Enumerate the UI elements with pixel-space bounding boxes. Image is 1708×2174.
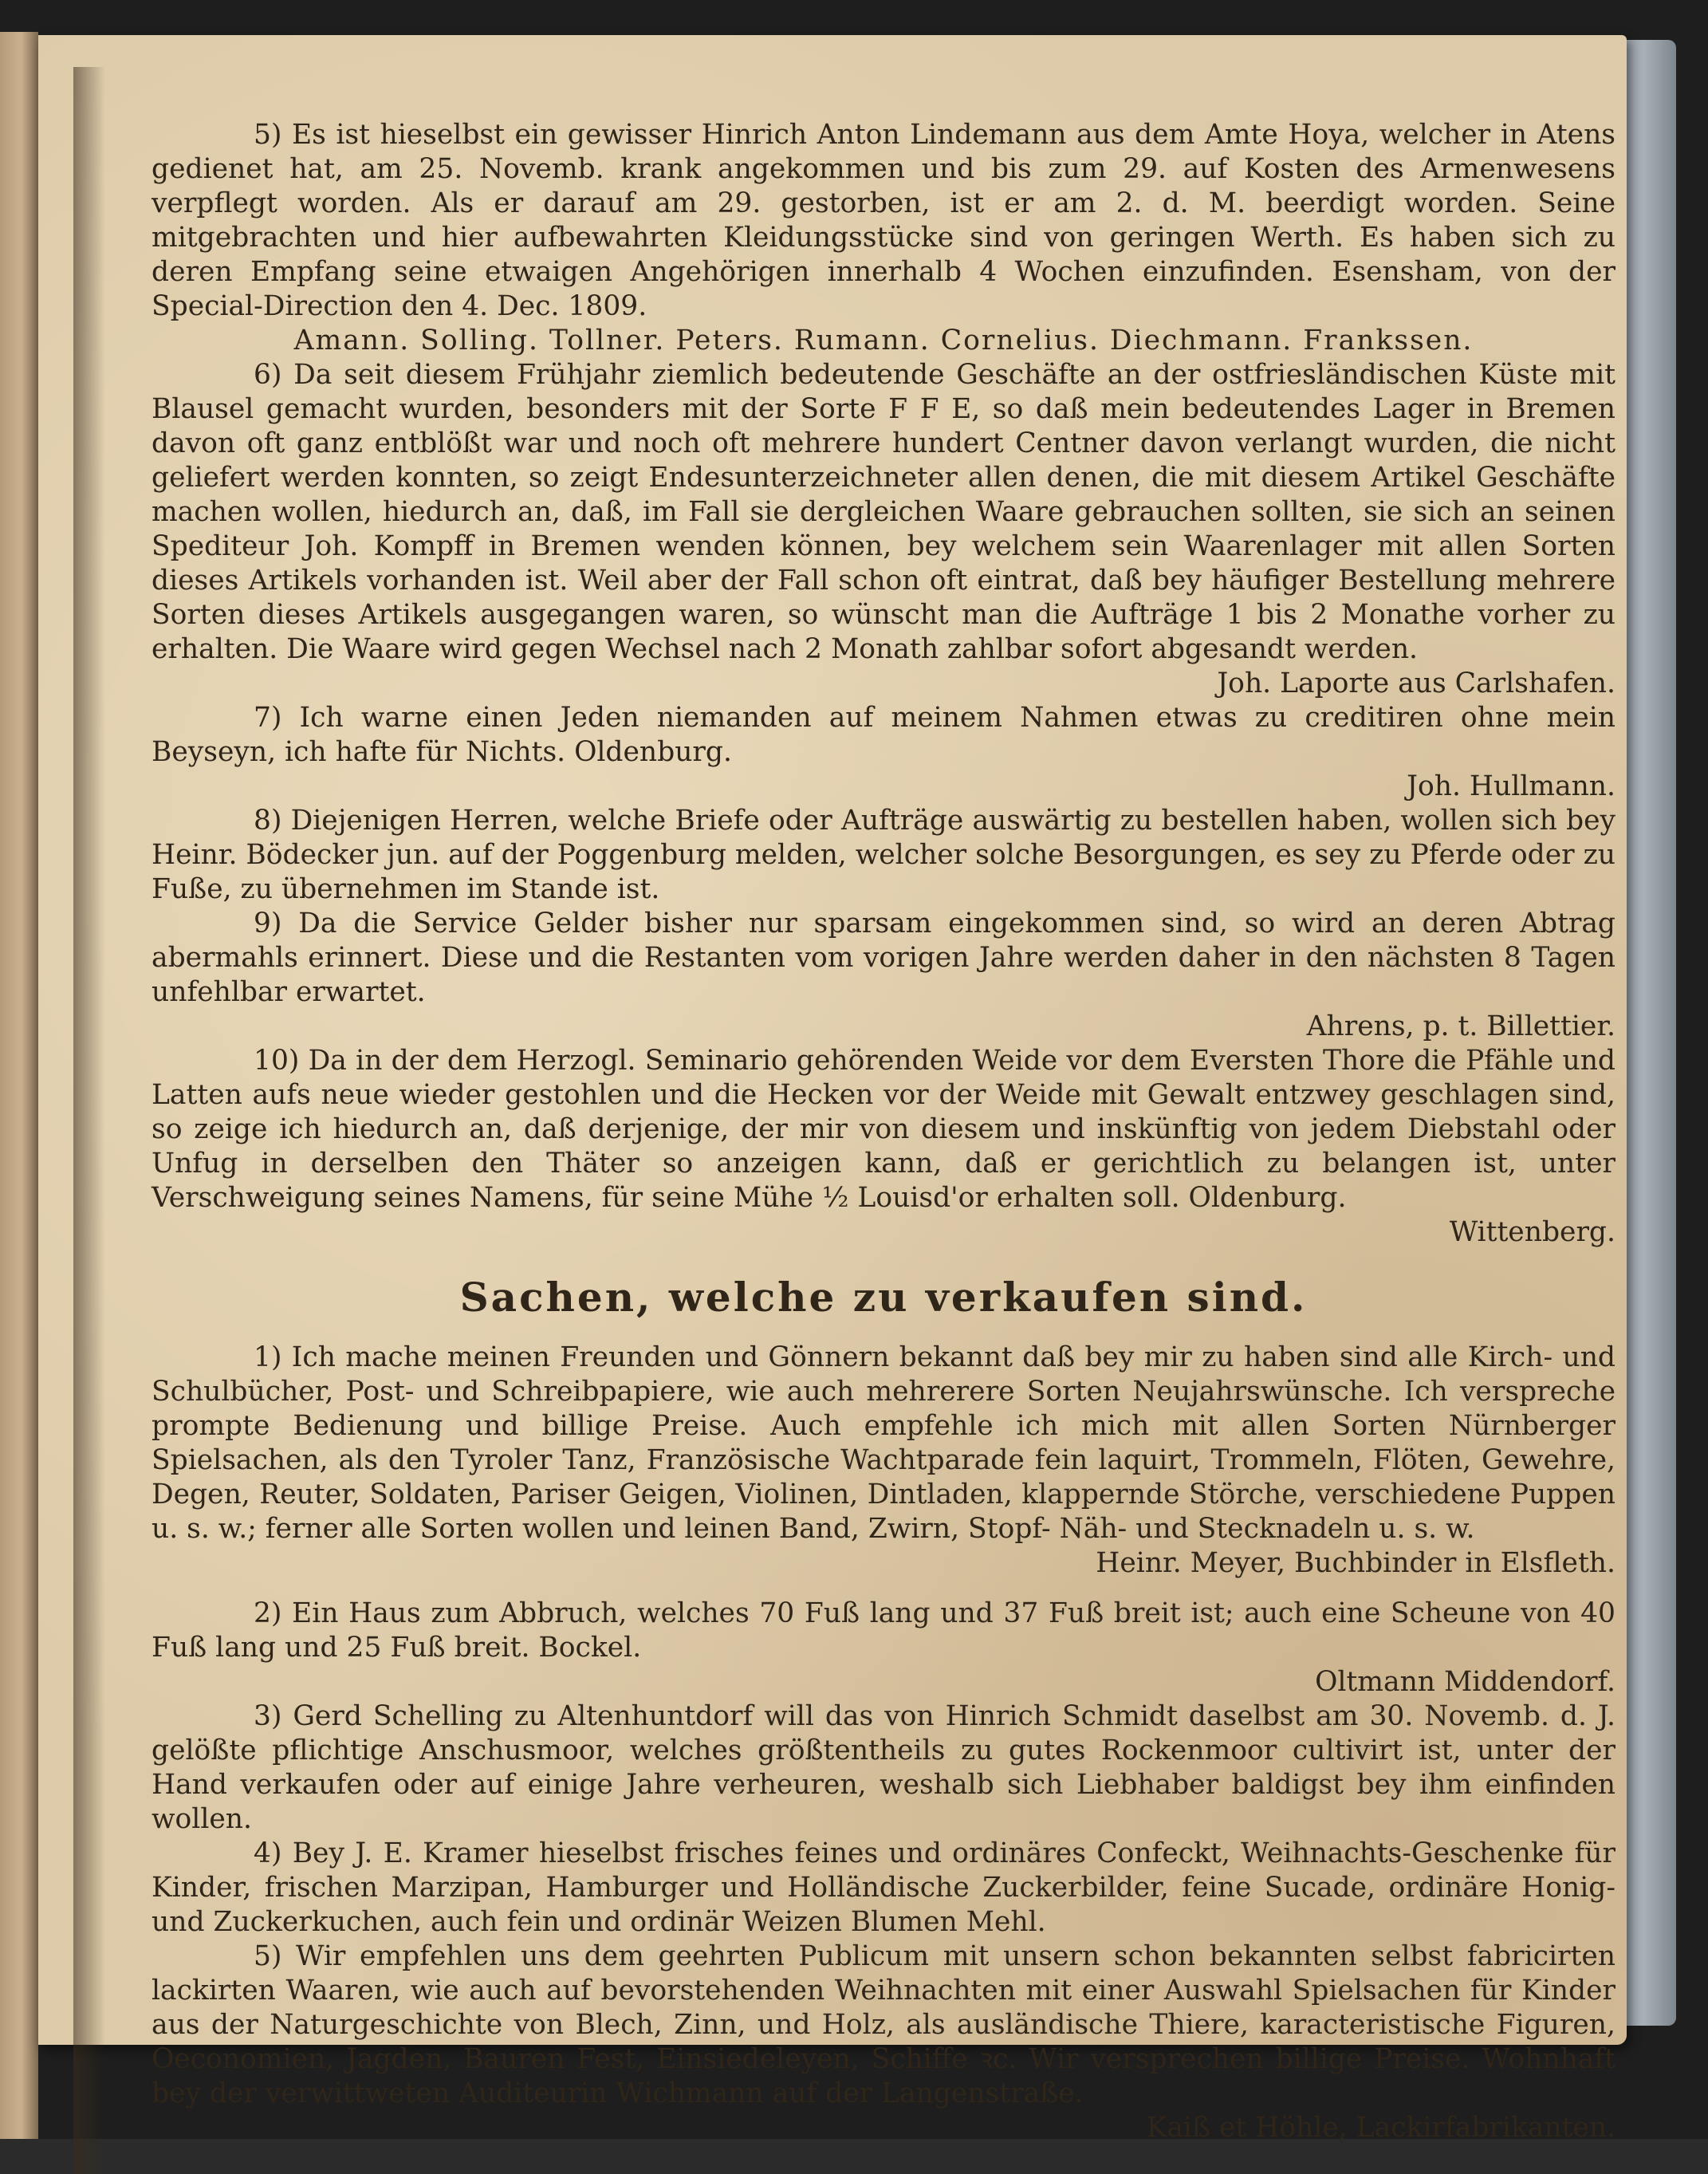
notice-text: 8) Diejenigen Herren, welche Briefe oder Aufträge auswärtig zu bestellen haben, wollen sich bey Heinr. Bödecker jun. auf der Poggenburg melden, welcher solche Besorgungen, es sey zu Pferde oder zu Fuße, zu übernehmen im Stande ist. [152,805,1616,905]
notice-text: 10) Da in der dem Herzogl. Seminario gehörenden Weide vor dem Eversten Thore die Pfähle und Latten aufs neue wieder gestohlen und die Hecken vor der Weide mit Gewalt entzwey geschlagen sind, so zeige ich hiedurch an, daß derjenige, der mir von diesem und inskünftig von jedem Diebstahl oder Unfug in derselben den Thäter so anzeigen kann, daß er gerichtlich zu belangen ist, unter Verschweigung seines Namens, für seine Mühe ½ Louisd'or erhalten soll. Oldenburg. [152,1045,1616,1214]
sale-text: 5) Wir empfehlen uns dem geehrten Publicum mit unsern schon bekannten selbst fabricirten lackirten Waaren, wie auch auf bevorstehenden Weihnachten mit einer Auswahl Spielsachen für Kinder aus der Naturgeschichte von Blech, Zinn, und Holz, als ausländische Thiere, karacteristische Figuren, Oeconomien, Jagden, Bauren Fest, Einsiedeleyen, Schiffe ꝛc. Wir versprechen billige Preise. Wohnhaft bey der verwittweten Auditeurin Wichmann auf der Langenstraße. [152,1940,1616,2109]
sale-text: 4) Bey J. E. Kramer hieselbst frisches feines und ordinäres Confeckt, Weihnachts-Geschenke für Kinder, frischen Marzipan, Hamburger und Holländische Zuckerbilder, feine Sucade, ordinäre Honig- und Zuckerkuchen, auch fein und ordinär Weizen Blumen Mehl. [152,1837,1616,1938]
notice-9-signature: Ahrens, p. t. Billettier. [1306,1010,1616,1042]
text-column [152,118,1616,2145]
section-heading: Sachen, welche zu verkaufen sind. [459,1274,1308,1321]
notice-7 [152,701,1616,804]
sale-item-5-signature: Kaiß et Höhle, Lackirfabrikanten. [1146,2112,1616,2144]
notice-10-signature: Wittenberg. [1449,1216,1616,1248]
notice-text: 9) Da die Service Gelder bisher nur sparsam eingekommen sind, so wird an deren Abtrag abermahls erinnert. Diese und die Restanten vom vorigen Jahre werden daher in den nächsten 8 Tagen unfehlbar erwartet. [152,908,1616,1008]
notice-9 [152,907,1616,1044]
sale-text: 2) Ein Haus zum Abbruch, welches 70 Fuß lang und 37 Fuß breit ist; auch eine Scheune von 40 Fuß lang und 25 Fuß breit. Bockel. [152,1597,1616,1664]
notice-6 [152,358,1616,701]
notice-6-signature: Joh. Laporte aus Carlshafen. [1217,668,1616,699]
notice-text: 7) Ich warne einen Jeden niemanden auf meinem Nahmen etwas zu creditiren ohne mein Beyseyn, ich hafte für Nichts. Oldenburg. [152,702,1616,768]
gutter-shadow [73,67,105,2174]
notice-5 [152,118,1616,324]
notice-text: 5) Es ist hieselbst ein gewisser Hinrich Anton Lindemann aus dem Amte Hoya, welcher in Atens gedienet hat, am 25. Novemb. krank angekommen und bis zum 29. auf Kosten des Armenwesens verpflegt worden. Als er darauf am 29. gestorben, ist er am 2. d. M. beerdigt worden. Seine mitgebrachten und hier aufbewahrten Kleidungsstücke sind von geringen Werth. Es haben sich zu deren Empfang seine etwaigen Angehörigen innerhalb 4 Wochen einzufinden. Esensham, von der Special-Direction den 4. Dec. 1809. [152,119,1616,322]
newspaper-page [38,35,1627,2144]
notice-10 [152,1044,1616,1250]
sale-item-3 [152,1699,1616,1837]
sale-item-5 [152,1940,1616,2145]
notice-8 [152,804,1616,907]
notice-7-signature: Joh. Hullmann. [1407,770,1616,802]
notice-text: 6) Da seit diesem Frühjahr ziemlich bedeutende Geschäfte an der ostfriesländischen Küste mit Blausel gemacht wurden, besonders mit der Sorte F F E, so daß mein bedeutendes Lager in Bremen davon oft ganz entblößt war und noch oft mehrere hundert Centner davon verlangt wurden, die nicht geliefert werden konnten, so zeigt Endesunterzeichneter allen denen, die mit diesem Artikel Geschäfte machen wollen, hiedurch an, daß, im Fall sie dergleichen Waare gebrauchen sollten, sie sich an seinen Spediteur Joh. Kompff in Bremen wenden können, bey welchem sein Waarenlager mit allen Sorten dieses Artikels vorhanden ist. Weil aber der Fall schon oft eintrat, daß bey häufiger Bestellung mehrere Sorten dieses Artikels ausgegangen waren, so wünscht man die Aufträge 1 bis 2 Monathe vorher zu erhalten. Die Waare wird gegen Wechsel nach 2 Monath zahlbar sofort abgesandt werden. [152,359,1616,665]
facing-page-edge [0,32,38,2139]
notice-5-signatories: Amann. Solling. Tollner. Peters. Rumann. Cornelius. Diechmann. Frankssen. [293,325,1474,356]
sale-text: 3) Gerd Schelling zu Altenhuntdorf will das von Hinrich Schmidt daselbst am 30. Novemb. d. J. gelößte pflichtige Anschusmoor, welches größtentheils zu gutes Rockenmoor cultivirt ist, unter der Hand verkaufen oder auf einige Jahre verheuren, weshalb sich Liebhaber baldigst bey ihm einfinden wollen. [152,1700,1616,1835]
sale-text: 1) Ich mache meinen Freunden und Gönnern bekannt daß bey mir zu haben sind alle Kirch- und Schulbücher, Post- und Schreibpapiere, wie auch mehrerere Sorten Neujahrswünsche. Ich verspreche prompte Bedienung und billige Preise. Auch empfehle ich mich mit allen Sorten Nürnberger Spielsachen, als den Tyroler Tanz, Französische Wachtparade fein laquirt, Trommeln, Flöten, Gewehre, Degen, Reuter, Soldaten, Pariser Geigen, Violinen, Dintladen, klappernde Störche, verschiedene Puppen u. s. w.; ferner alle Sorten wollen und leinen Band, Zwirn, Stopf- Näh- und Stecknadeln u. s. w. [152,1341,1616,1545]
sale-item-2-signature: Oltmann Middendorf. [1315,1666,1616,1698]
sale-item-2 [152,1597,1616,1699]
sale-item-4 [152,1837,1616,1940]
spacer [152,1581,1616,1597]
sale-item-1 [152,1341,1616,1581]
sale-item-1-signature: Heinr. Meyer, Buchbinder in Elsfleth. [1096,1547,1616,1579]
